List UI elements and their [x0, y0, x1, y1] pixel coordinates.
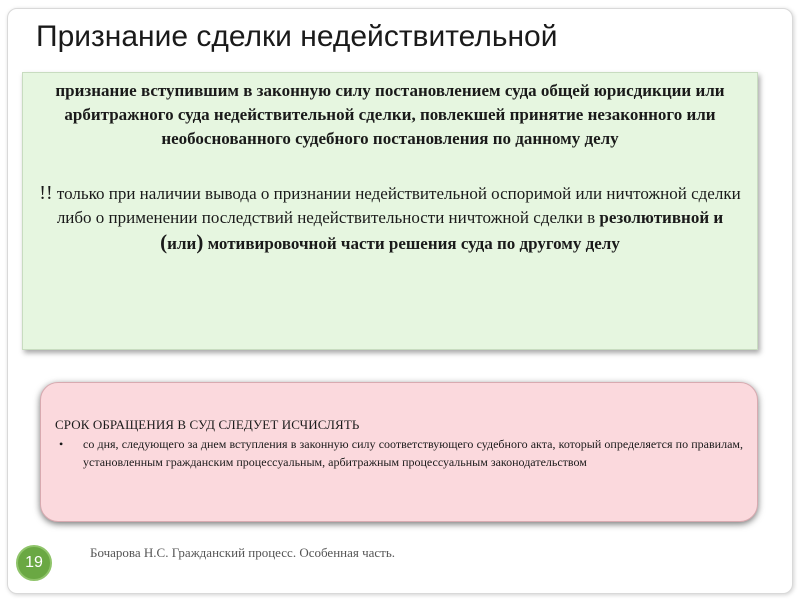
condition-text	[35, 181, 745, 256]
deadline-list	[55, 435, 743, 471]
slide-number-badge: 19	[16, 545, 52, 581]
bullet-icon: •	[59, 437, 64, 451]
paren-open: (	[160, 230, 168, 254]
condition-bold-2: или	[167, 234, 197, 253]
footer-text: Бочарова Н.С. Гражданский процесс. Особенная часть.	[90, 545, 396, 560]
paren-close: )	[196, 230, 204, 254]
emphasis-marks: !!	[39, 182, 53, 204]
deadline-item-text: со дня, следующего за днем вступления в законную силу соответствующего судебного акта, который определяется по правилам, установленным гражданским процессуальным, арбитражным процессуальным законодательством	[83, 437, 743, 469]
definition-text: признание вступившим в законную силу постановлением суда общей юрисдикции или арбитражного суда недействительной сделки, повлекшей принятие незаконного или необоснованного судебного постановления по данному делу	[55, 81, 725, 148]
deadline-box	[40, 382, 758, 522]
list-item	[59, 435, 743, 471]
definition-box	[22, 72, 758, 350]
condition-bold-1: резолютивной и	[599, 208, 724, 227]
condition-text-part1: только при наличии вывода о признании недействительной оспоримой или ничтожной сделки либо о применении последствий недействительности ничтожной сделки в	[52, 184, 741, 227]
slide-title: Признание сделки недействительной	[36, 20, 558, 53]
deadline-heading: СРОК ОБРАЩЕНИЯ В СУД СЛЕДУЕТ ИСЧИСЛЯТЬ	[55, 417, 360, 432]
condition-bold-3: мотивировочной части решения суда по другому делу	[203, 234, 620, 253]
